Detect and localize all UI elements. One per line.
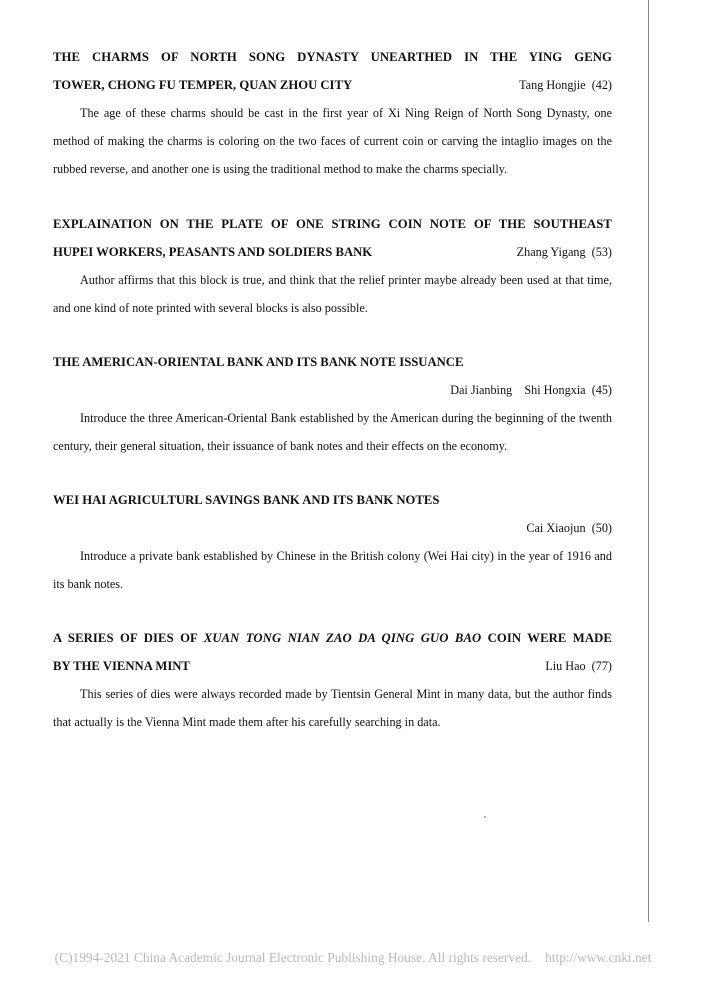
article-title-prefix: A SERIES OF DIES OF xyxy=(53,631,198,645)
article-title xyxy=(53,486,612,514)
article-title-line xyxy=(53,71,612,99)
article-title: EXPLAINATION ON THE PLATE OF ONE STRING COIN NOTE OF THE SOUTHEAST xyxy=(53,217,612,231)
copyright-text: (C)1994-2021 China Academic Journal Electronic Publishing House. All rights reserved. xyxy=(54,950,532,965)
article-author: Liu Hao (77) xyxy=(545,659,612,673)
article-author: Zhang Yigang (53) xyxy=(516,245,612,259)
article-title xyxy=(53,348,612,376)
article-author: Cai Xiaojun (50) xyxy=(526,521,612,535)
article-title-continued: HUPEI WORKERS, PEASANTS AND SOLDIERS BANK xyxy=(53,245,373,259)
article-entry xyxy=(53,624,612,736)
article-title-continued: TOWER, CHONG FU TEMPER, QUAN ZHOU CITY xyxy=(53,78,353,92)
article-title-line xyxy=(53,238,612,266)
article-title-continued: BY THE VIENNA MINT xyxy=(53,659,190,673)
article-entry xyxy=(53,348,612,460)
article-title-italic: XUAN TONG NIAN ZAO DA QING GUO BAO xyxy=(203,631,482,645)
article-entry xyxy=(53,210,612,322)
article-title-suffix: COIN WERE MADE xyxy=(487,631,612,645)
article-author: Dai Jianbing Shi Hongxia (45) xyxy=(450,383,612,397)
page-margin-rule xyxy=(648,0,649,922)
article-entry xyxy=(53,486,612,598)
article-entry xyxy=(53,43,612,183)
article-abstract: Author affirms that this block is true, and think that the relief printer maybe already been used at that time, and one kind of note printed with several blocks is also possible. xyxy=(53,273,612,315)
article-title-text: WEI HAI AGRICULTURL SAVINGS BANK AND ITS BANK NOTES xyxy=(53,493,440,507)
article-abstract: Introduce a private bank established by Chinese in the British colony (Wei Hai city) in the year of 1916 and its bank notes. xyxy=(53,549,612,591)
article-author: Tang Hongjie (42) xyxy=(519,78,612,92)
article-title: THE CHARMS OF NORTH SONG DYNASTY UNEARTHED IN THE YING GENG xyxy=(53,50,612,64)
article-abstract: This series of dies were always recorded made by Tientsin General Mint in many data, but the author finds that actually is the Vienna Mint made them after his carefully searching in data. xyxy=(53,687,612,729)
footer-link[interactable]: http://www.cnki.net xyxy=(545,950,652,965)
abstracts-list xyxy=(53,43,612,762)
article-title-line xyxy=(53,652,612,680)
article-title xyxy=(53,624,612,652)
article-abstract: The age of these charms should be cast in the first year of Xi Ning Reign of North Song Dynasty, one method of making the charms is coloring on the two faces of current coin or carving the intaglio images on the rubbed reverse, and another one is using the traditional method to make the charms specially. xyxy=(53,106,612,176)
article-abstract: Introduce the three American-Oriental Bank established by the American during the beginning of the twenth century, their general situation, their issuance of bank notes and their effects on the economy. xyxy=(53,411,612,453)
copyright-footer xyxy=(0,950,706,966)
stray-dot xyxy=(484,816,486,818)
article-title-text: THE AMERICAN-ORIENTAL BANK AND ITS BANK NOTE ISSUANCE xyxy=(53,355,464,369)
